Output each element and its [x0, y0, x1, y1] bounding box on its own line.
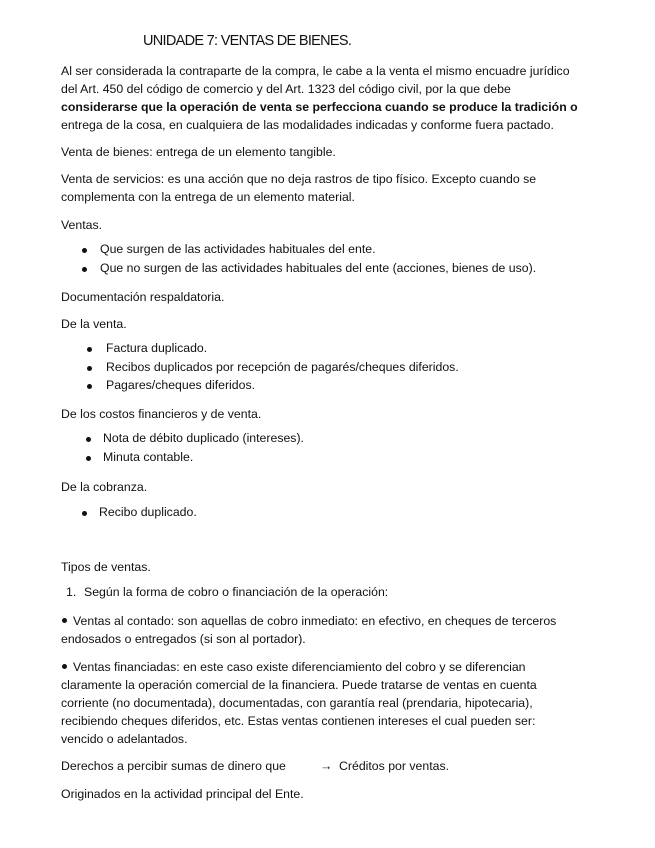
financiadas-first-line — [73, 658, 603, 676]
contado-line-1: Ventas al contado: son aquellas de cobro inmediato: en efectivo, en cheques de terceros — [73, 614, 557, 628]
financiadas-paragraph — [61, 676, 591, 748]
bullet-icon — [82, 248, 87, 253]
contado-paragraph — [73, 612, 603, 630]
arrow-right-icon: → — [320, 759, 333, 773]
bullet-icon — [62, 618, 67, 623]
venta-doc-item-1: Factura duplicado. — [106, 341, 208, 355]
ventas-heading: Ventas. — [61, 218, 103, 232]
bullet-icon — [82, 267, 87, 272]
venta-doc-item-3: Pagares/cheques diferidos. — [106, 378, 256, 392]
bullet-icon — [86, 437, 91, 442]
intro-line-3: considerarse que la operación de venta se perfecciona cuando se produce la tradición o — [61, 100, 578, 114]
bullet-icon — [87, 347, 92, 352]
venta-doc-item-2: Recibos duplicados por recepción de pagarés/cheques diferidos. — [106, 360, 459, 374]
venta-servicios-line-1: Venta de servicios: es una acción que no deja rastros de tipo físico. Excepto cuando se — [61, 172, 537, 186]
costos-doc-item-1: Nota de débito duplicado (intereses). — [103, 431, 304, 445]
intro-line-1: Al ser considerada la contraparte de la compra, le cabe a la venta el mismo encuadre jurídico — [61, 64, 570, 78]
derechos-text: Derechos a percibir sumas de dinero que — [61, 759, 286, 773]
financiadas-line-1: Ventas financiadas: en este caso existe diferenciamiento del cobro y se diferencian — [73, 660, 526, 674]
tipo-1-text: Según la forma de cobro o financiación de la operación: — [84, 585, 389, 599]
bullet-icon — [62, 664, 67, 669]
intro-paragraph — [61, 62, 591, 134]
bullet-icon — [87, 366, 92, 371]
intro-line-4: entrega de la cosa, en cualquiera de las modalidades indicadas y conforme fuera pactado. — [61, 118, 554, 132]
financiadas-line-2: claramente la operación comercial de la financiera. Puede tratarse de ventas en cuenta — [61, 678, 537, 692]
cobranza-heading: De la cobranza. — [61, 480, 148, 494]
cobranza-doc-item-1: Recibo duplicado. — [99, 505, 197, 519]
bullet-icon — [87, 384, 92, 389]
contado-continuation — [61, 630, 591, 648]
contado-line-2: endosados o entregados (si son al portador). — [61, 632, 306, 646]
financiadas-line-3: corriente (no documentada), documentadas, con garantía real (prendaria, hipotecaria), — [61, 696, 533, 710]
originados-text: Originados en la actividad principal del Ente. — [61, 787, 304, 801]
documentacion-heading: Documentación respaldatoria. — [61, 290, 225, 304]
venta-bienes-text: Venta de bienes: entrega de un elemento tangible. — [61, 145, 336, 159]
ventas-item-2: Que no surgen de las actividades habituales del ente (acciones, bienes de uso). — [100, 261, 537, 275]
bullet-icon — [86, 456, 91, 461]
costos-doc-item-2: Minuta contable. — [103, 450, 194, 464]
tipo-1-number: 1. — [66, 585, 77, 599]
bullet-icon — [82, 511, 87, 516]
creditos-text: Créditos por ventas. — [339, 759, 450, 773]
tipos-heading: Tipos de ventas. — [61, 560, 151, 574]
venta-servicios-paragraph — [61, 170, 591, 206]
de-la-venta-heading: De la venta. — [61, 317, 127, 331]
page-title: UNIDADE 7: VENTAS DE BIENES. — [143, 33, 352, 49]
costos-heading: De los costos financieros y de venta. — [61, 407, 262, 421]
intro-line-2: del Art. 450 del código de comercio y del Art. 1323 del código civil, por la que debe — [61, 82, 511, 96]
ventas-item-1: Que surgen de las actividades habituales del ente. — [100, 242, 376, 256]
financiadas-line-5: vencido o adelantados. — [61, 732, 188, 746]
financiadas-line-4: recibiendo cheques diferidos, etc. Estas ventas contienen intereses el cual pueden ser: — [61, 714, 536, 728]
venta-servicios-line-2: complementa con la entrega de un elemento material. — [61, 190, 355, 204]
